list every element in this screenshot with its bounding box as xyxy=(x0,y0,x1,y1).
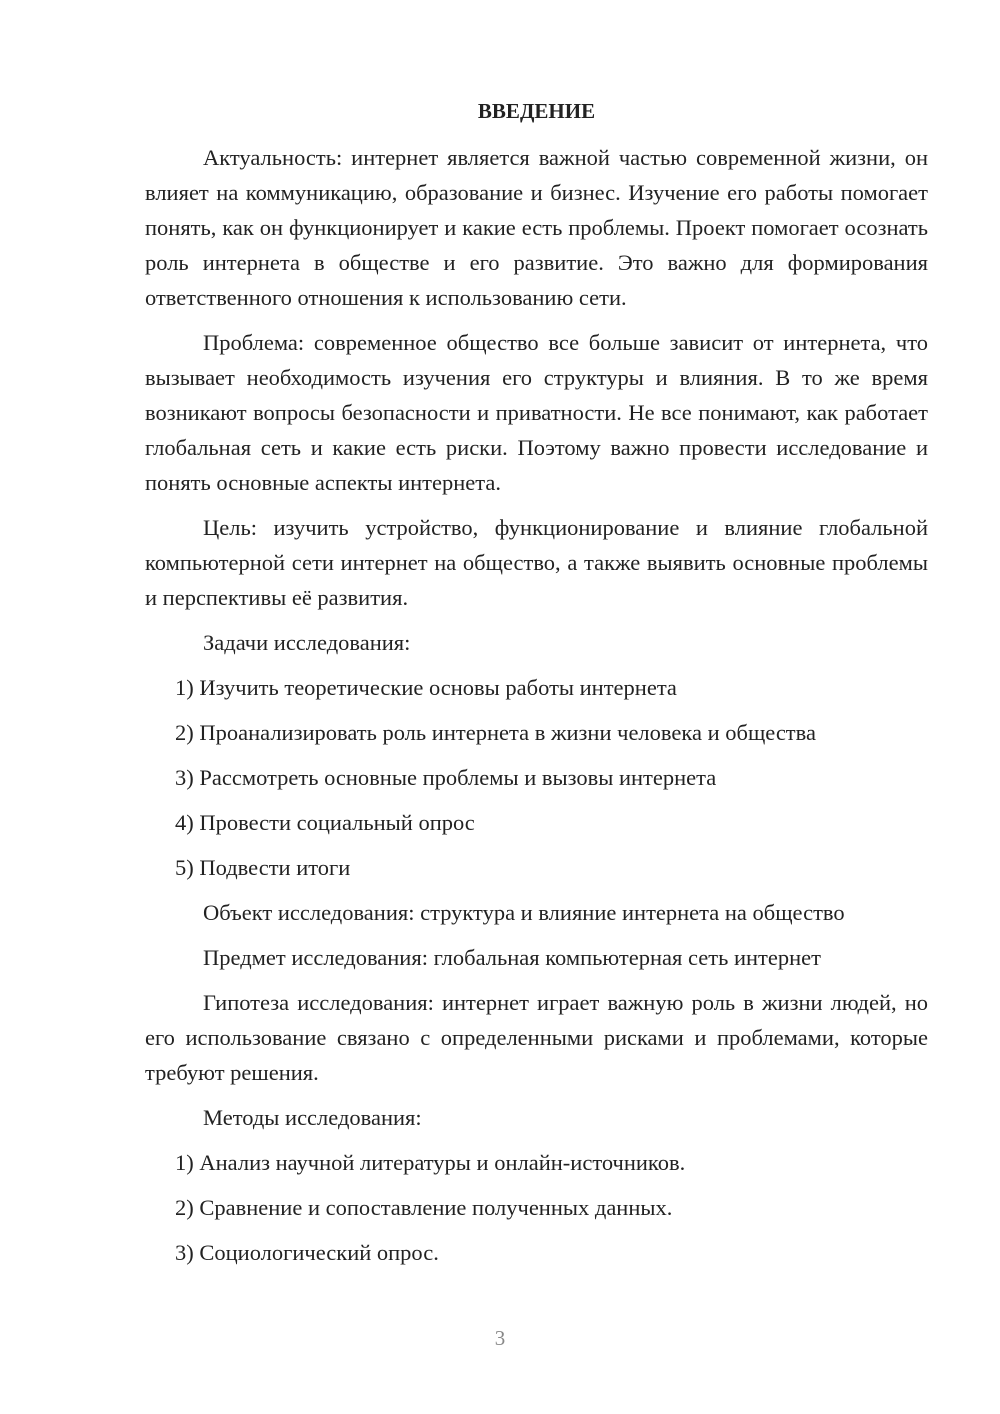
tasks-title: Задачи исследования: xyxy=(203,630,411,655)
paragraph-object: Объект исследования: структура и влияние интернета на общество xyxy=(203,900,845,925)
list-item: 2) Сравнение и сопоставление полученных данных. xyxy=(175,1195,673,1220)
list-item: 5) Подвести итоги xyxy=(175,855,351,880)
methods-title: Методы исследования: xyxy=(203,1105,422,1130)
document-page xyxy=(145,94,928,1280)
paragraph-subject: Предмет исследования: глобальная компьютерная сеть интернет xyxy=(203,945,821,970)
tasks-list xyxy=(145,670,928,885)
section-heading: ВВЕДЕНИЕ xyxy=(477,99,596,123)
methods-list xyxy=(145,1145,928,1270)
paragraph-goal: Цель: изучить устройство, функционирование и влияние глобальной компьютерной сети интернет на общество, а также выявить основные проблемы и перспективы её развития. xyxy=(145,515,928,610)
page-number: 3 xyxy=(494,1326,506,1350)
list-item: 1) Изучить теоретические основы работы интернета xyxy=(175,675,677,700)
list-item: 2) Проанализировать роль интернета в жизни человека и общества xyxy=(175,720,816,745)
paragraph-hypothesis: Гипотеза исследования: интернет играет важную роль в жизни людей, но его использование связано с определенными рисками и проблемами, которые требуют решения. xyxy=(145,990,928,1085)
list-item: 4) Провести социальный опрос xyxy=(175,810,475,835)
list-item: 3) Рассмотреть основные проблемы и вызовы интернета xyxy=(175,765,717,790)
list-item: 1) Анализ научной литературы и онлайн-источников. xyxy=(175,1150,686,1175)
paragraph-problem: Проблема: современное общество все больше зависит от интернета, что вызывает необходимость изучения его структуры и влияния. В то же время возникают вопросы безопасности и приватности. Не все понимают, как работает глобальная сеть и какие есть риски. Поэтому важно провести исследование и понять основные аспекты интернета. xyxy=(145,330,928,495)
paragraph-relevance: Актуальность: интернет является важной частью современной жизни, он влияет на коммуникацию, образование и бизнес. Изучение его работы помогает понять, как он функционирует и какие есть проблемы. Проект помогает осознать роль интернета в обществе и его развитие. Это важно для формирования ответственного отношения к использованию сети. xyxy=(145,145,928,310)
list-item: 3) Социологический опрос. xyxy=(175,1240,439,1265)
